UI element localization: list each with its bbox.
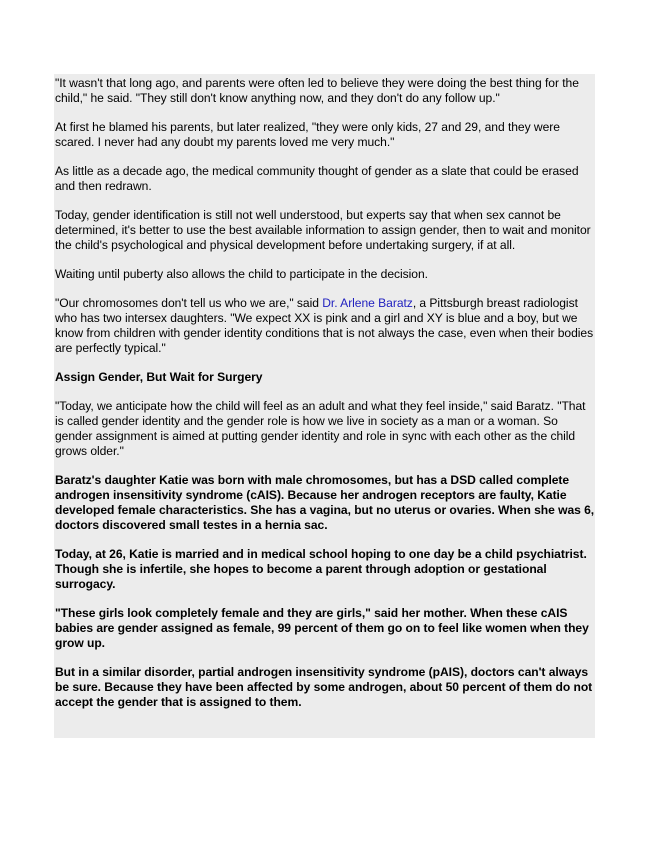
paragraph-10: "These girls look completely female and they are girls," said her mother. When these cAIS babies are gender assigned as female, 99 percent of them go on to feel like women when they grow up.	[55, 606, 589, 650]
article-body	[55, 76, 595, 724]
paragraph-9: Today, at 26, Katie is married and in medical school hoping to one day be a child psychiatrist. Though she is infertile, she hopes to become a parent through adoption or gestational surrogacy.	[55, 547, 587, 591]
arlene-baratz-link[interactable]: Dr. Arlene Baratz	[322, 296, 413, 310]
paragraph-4: Today, gender identification is still not well understood, but experts say that when sex cannot be determined, it's better to use the best available information to assign gender, then to wait and monitor the child's psychological and physical development before undertaking surgery, if at all.	[55, 208, 591, 252]
section-heading: Assign Gender, But Wait for Surgery	[55, 370, 263, 384]
paragraph-6-text-after: , a Pittsburgh breast radiologist who has two intersex daughters. "We expect XX is pink and a girl and XY is blue and a boy, but we know from children with gender identity conditions that is not always the case, even when their bodies are perfectly typical."	[55, 296, 594, 355]
paragraph-8: Baratz's daughter Katie was born with male chromosomes, but has a DSD called complete androgen insensitivity syndrome (cAIS). Because her androgen receptors are faulty, Katie developed female characteristics. She has a vagina, but no uterus or ovaries. When she was 6, doctors discovered small testes in a hernia sac.	[55, 473, 595, 532]
paragraph-7: "Today, we anticipate how the child will feel as an adult and what they feel inside," said Baratz. "That is called gender identity and the gender role is how we live in society as a man or a woman. So gender assignment is aimed at putting gender identity and role in sync with each other as the child grows older."	[55, 399, 586, 458]
paragraph-11: But in a similar disorder, partial androgen insensitivity syndrome (pAIS), doctors can't always be sure. Because they have been affected by some androgen, about 50 percent of them do not accept the gender that is assigned to them.	[55, 665, 593, 709]
paragraph-1: "It wasn't that long ago, and parents were often led to believe they were doing the best thing for the child," he said. "They still don't know anything now, and they don't do any follow up."	[55, 76, 579, 105]
paragraph-6	[55, 296, 595, 356]
paragraph-5: Waiting until puberty also allows the child to participate in the decision.	[55, 267, 428, 281]
paragraph-6-text-before: "Our chromosomes don't tell us who we are," said	[55, 296, 323, 310]
paragraph-3: As little as a decade ago, the medical community thought of gender as a slate that could be erased and then redrawn.	[55, 164, 579, 193]
paragraph-2: At first he blamed his parents, but later realized, "they were only kids, 27 and 29, and they were scared. I never had any doubt my parents loved me very much."	[55, 120, 560, 149]
